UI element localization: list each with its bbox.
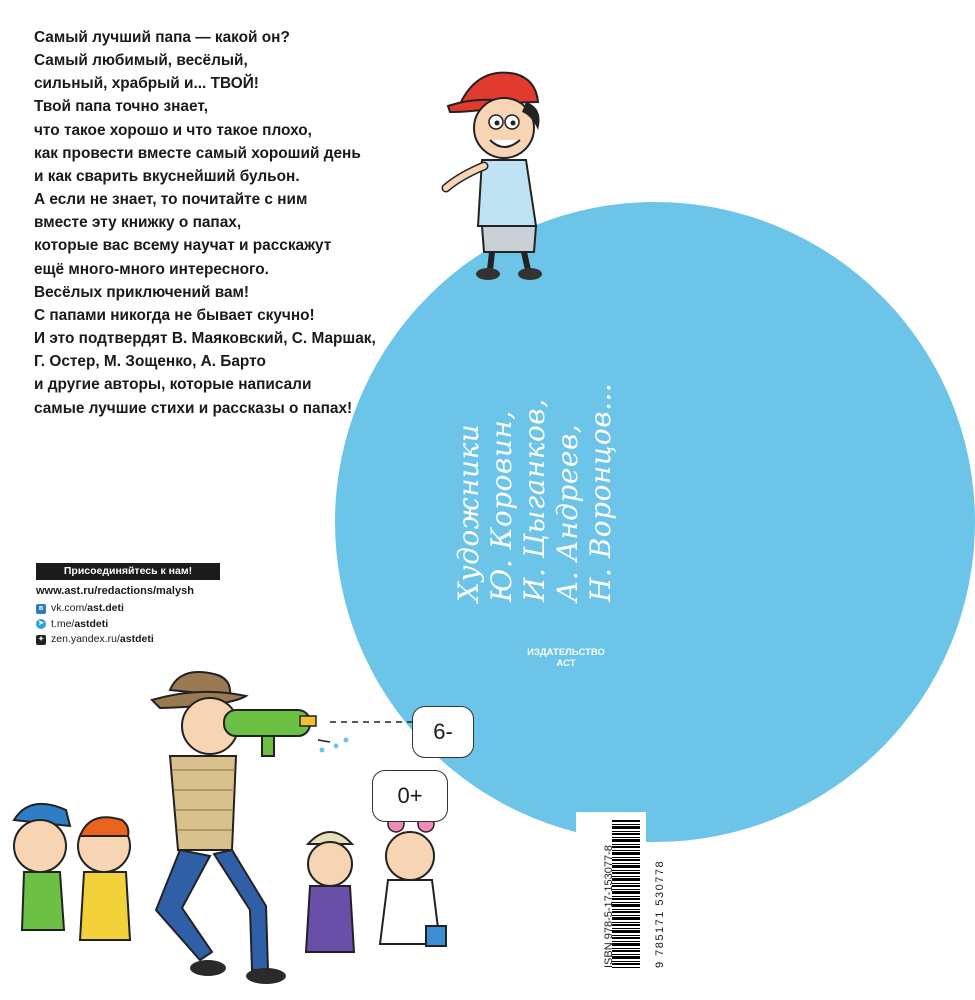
artists-heading: Художники bbox=[452, 423, 485, 602]
telegram-icon: ➤ bbox=[36, 619, 46, 629]
blurb-line: Самый лучший папа — какой он? bbox=[34, 29, 290, 46]
blurb-line: как провести вместе самый хороший день bbox=[34, 144, 361, 162]
artist-name: Ю. Коровин, bbox=[485, 410, 518, 602]
social-prefix: vk.com/ bbox=[51, 602, 88, 614]
blurb-line: С папами никогда не бывает скучно! bbox=[34, 306, 315, 324]
blurb-line: самые лучшие стихи и рассказы о папах! bbox=[34, 399, 353, 417]
barcode-digits: 9 785171 530778 bbox=[654, 859, 666, 968]
boy-red-cap-illustration bbox=[438, 56, 558, 286]
blurb-line: и как сварить вкуснейший бульон. bbox=[34, 167, 300, 185]
social-prefix: t.me/ bbox=[51, 617, 75, 630]
illustrators-credits bbox=[452, 383, 617, 602]
zen-icon: ✦ bbox=[36, 635, 46, 645]
blurb-line: Твой папа точно знает, bbox=[34, 98, 208, 116]
dad-and-kids-illustration bbox=[0, 660, 460, 1000]
artist-name: А. Андреев, bbox=[551, 423, 584, 602]
social-link-text bbox=[51, 617, 108, 633]
age-rating-six: 6- bbox=[412, 706, 474, 758]
vk-icon: в bbox=[36, 604, 46, 614]
age-rating-zero: 0+ bbox=[372, 770, 448, 822]
social-link-text bbox=[51, 632, 154, 648]
blurb-line: А если не знает, то почитайте с ним bbox=[34, 191, 308, 209]
blurb-line: что такое хорошо и что такое плохо, bbox=[34, 121, 312, 139]
social-handle: ast.deti bbox=[87, 602, 124, 614]
social-prefix: zen.yandex.ru/ bbox=[51, 633, 120, 645]
blurb-line: Самый любимый, весёлый, bbox=[34, 52, 248, 70]
social-link-telegram[interactable] bbox=[36, 617, 154, 633]
blurb-line: сильный, храбрый и... ТВОЙ! bbox=[34, 75, 259, 93]
barcode bbox=[612, 820, 640, 968]
publisher-line: ИЗДАТЕЛЬСТВО bbox=[527, 647, 605, 658]
isbn-label: ISBN 978-5-17-153077-8 bbox=[603, 845, 615, 968]
artist-name: И. Цыганков, bbox=[518, 398, 551, 602]
social-handle: astdeti bbox=[74, 617, 109, 630]
join-us-banner: Присоединяйтесь к нам! bbox=[36, 563, 220, 580]
blurb-line: Весёлых приключений вам! bbox=[34, 283, 250, 301]
blurb-line: И это подтвердят В. Маяковский, С. Маршак, bbox=[34, 330, 376, 348]
blurb-text bbox=[34, 26, 414, 420]
social-link-vk[interactable] bbox=[36, 601, 154, 617]
blurb-line: которые вас всему научат и расскажут bbox=[34, 237, 332, 255]
website-link[interactable]: www.ast.ru/redactions/malysh bbox=[36, 585, 194, 597]
social-link-zen[interactable] bbox=[36, 632, 154, 648]
publisher-name: АСТ bbox=[556, 658, 576, 669]
blurb-line: вместе эту книжку о папах, bbox=[34, 214, 242, 232]
social-link-text bbox=[51, 601, 124, 617]
blurb-line: Г. Остер, М. Зощенко, А. Барто bbox=[34, 353, 266, 371]
blurb-line: и другие авторы, которые написали bbox=[34, 376, 312, 394]
social-links bbox=[36, 601, 154, 648]
artist-name: Н. Воронцов... bbox=[584, 382, 617, 602]
blurb-line: ещё много-много интересного. bbox=[34, 260, 269, 278]
publisher-label bbox=[527, 647, 605, 669]
social-handle: astdeti bbox=[119, 633, 154, 645]
